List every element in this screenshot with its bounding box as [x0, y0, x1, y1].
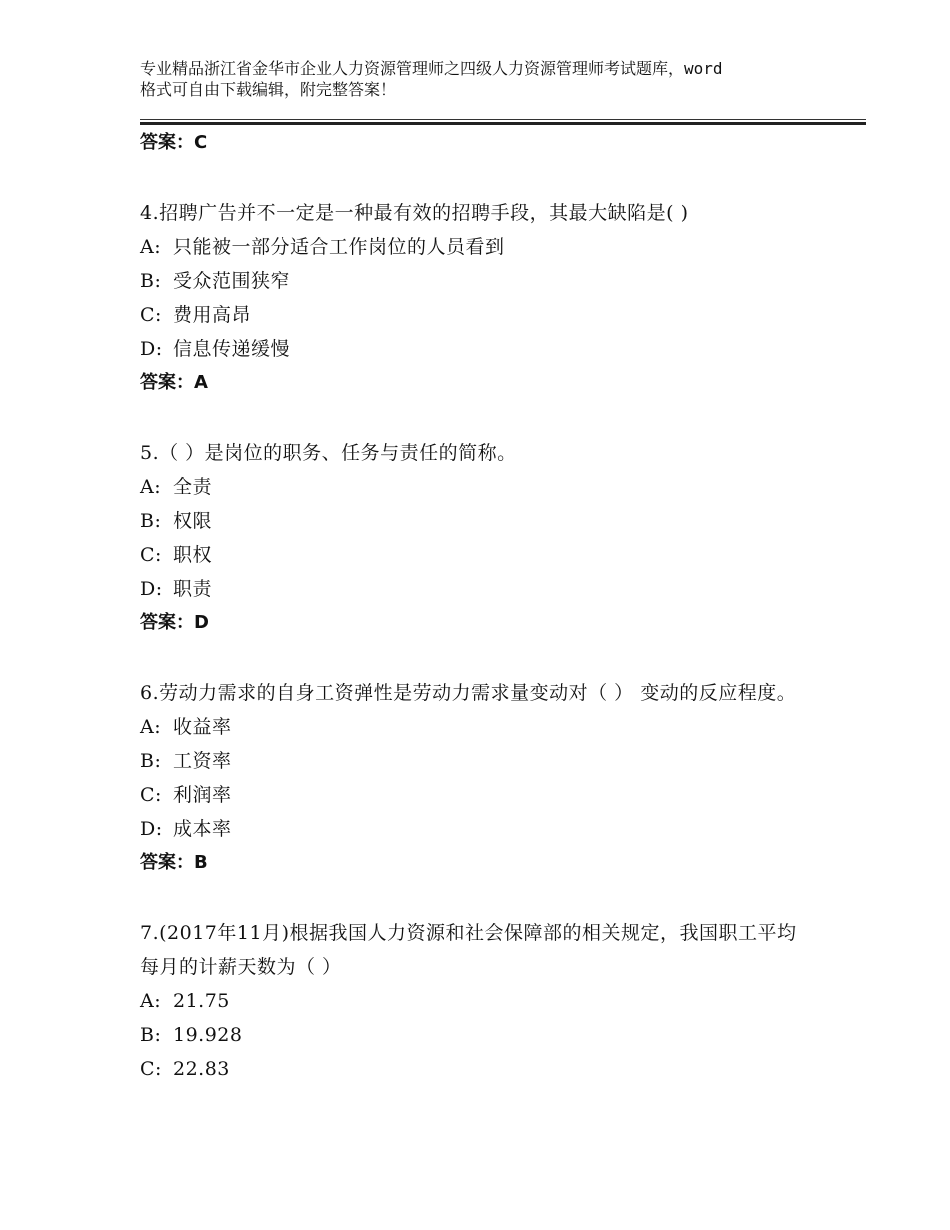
option-text: 21.75 [173, 990, 230, 1012]
option-key: B: [140, 510, 162, 532]
answer-line: 答案：B [140, 852, 208, 873]
option-text: 权限 [173, 510, 213, 532]
question-6 [140, 676, 840, 880]
option-text: 职权 [173, 544, 213, 566]
option-key: A: [140, 476, 162, 498]
option-key: A: [140, 716, 162, 738]
option-b [140, 264, 840, 298]
option-key: D: [140, 338, 163, 360]
answer-line: 答案：A [140, 372, 208, 393]
document-body [140, 126, 840, 1086]
option-text: 19.928 [173, 1024, 243, 1046]
option-key: B: [140, 270, 162, 292]
option-key: D: [140, 818, 163, 840]
option-b [140, 504, 840, 538]
option-key: A: [140, 990, 162, 1012]
option-b [140, 1018, 840, 1052]
option-text: 只能被一部分适合工作岗位的人员看到 [173, 236, 505, 258]
option-text: 全责 [173, 476, 213, 498]
option-text: 成本率 [173, 818, 232, 840]
option-key: C: [140, 544, 162, 566]
option-text: 信息传递缓慢 [173, 338, 291, 360]
option-d [140, 572, 840, 606]
option-c [140, 538, 840, 572]
option-key: D: [140, 578, 163, 600]
option-a [140, 710, 840, 744]
option-text: 收益率 [173, 716, 232, 738]
header-rule-thick [140, 122, 866, 125]
option-d [140, 332, 840, 366]
answer-line: 答案：D [140, 612, 209, 633]
header-line-2: 格式可自由下载编辑，附完整答案！ [140, 80, 397, 99]
option-text: 工资率 [173, 750, 232, 772]
answer-line: 答案：C [140, 132, 208, 153]
option-c [140, 1052, 840, 1086]
question-stem: 4.招聘广告并不一定是一种最有效的招聘手段，其最大缺陷是( ) [140, 202, 689, 224]
option-key: C: [140, 784, 162, 806]
option-c [140, 298, 840, 332]
question-stem: 6.劳动力需求的自身工资弹性是劳动力需求量变动对（ ） 变动的反应程度。 [140, 682, 797, 704]
option-d [140, 812, 840, 846]
option-text: 费用高昂 [173, 304, 252, 326]
question-stem: 7.(2017年11月)根据我国人力资源和社会保障部的相关规定，我国职工平均每月的计薪天数为（ ） [140, 922, 797, 978]
question-5 [140, 436, 840, 640]
option-text: 职责 [173, 578, 213, 600]
option-key: A: [140, 236, 162, 258]
header-rule-thin [140, 119, 866, 120]
option-text: 利润率 [173, 784, 232, 806]
option-text: 受众范围狭窄 [173, 270, 291, 292]
header-line-1: 专业精品浙江省金华市企业人力资源管理师之四级人力资源管理师考试题库，word [140, 59, 723, 78]
option-key: B: [140, 750, 162, 772]
question-stem: 5.（ ）是岗位的职务、任务与责任的简称。 [140, 442, 517, 464]
document-header [140, 58, 840, 100]
option-a [140, 230, 840, 264]
option-c [140, 778, 840, 812]
option-key: C: [140, 1058, 162, 1080]
option-a [140, 984, 840, 1018]
option-text: 22.83 [173, 1058, 230, 1080]
question-4 [140, 196, 840, 400]
option-b [140, 744, 840, 778]
question-7 [140, 916, 840, 1086]
option-key: C: [140, 304, 162, 326]
option-key: B: [140, 1024, 162, 1046]
option-a [140, 470, 840, 504]
